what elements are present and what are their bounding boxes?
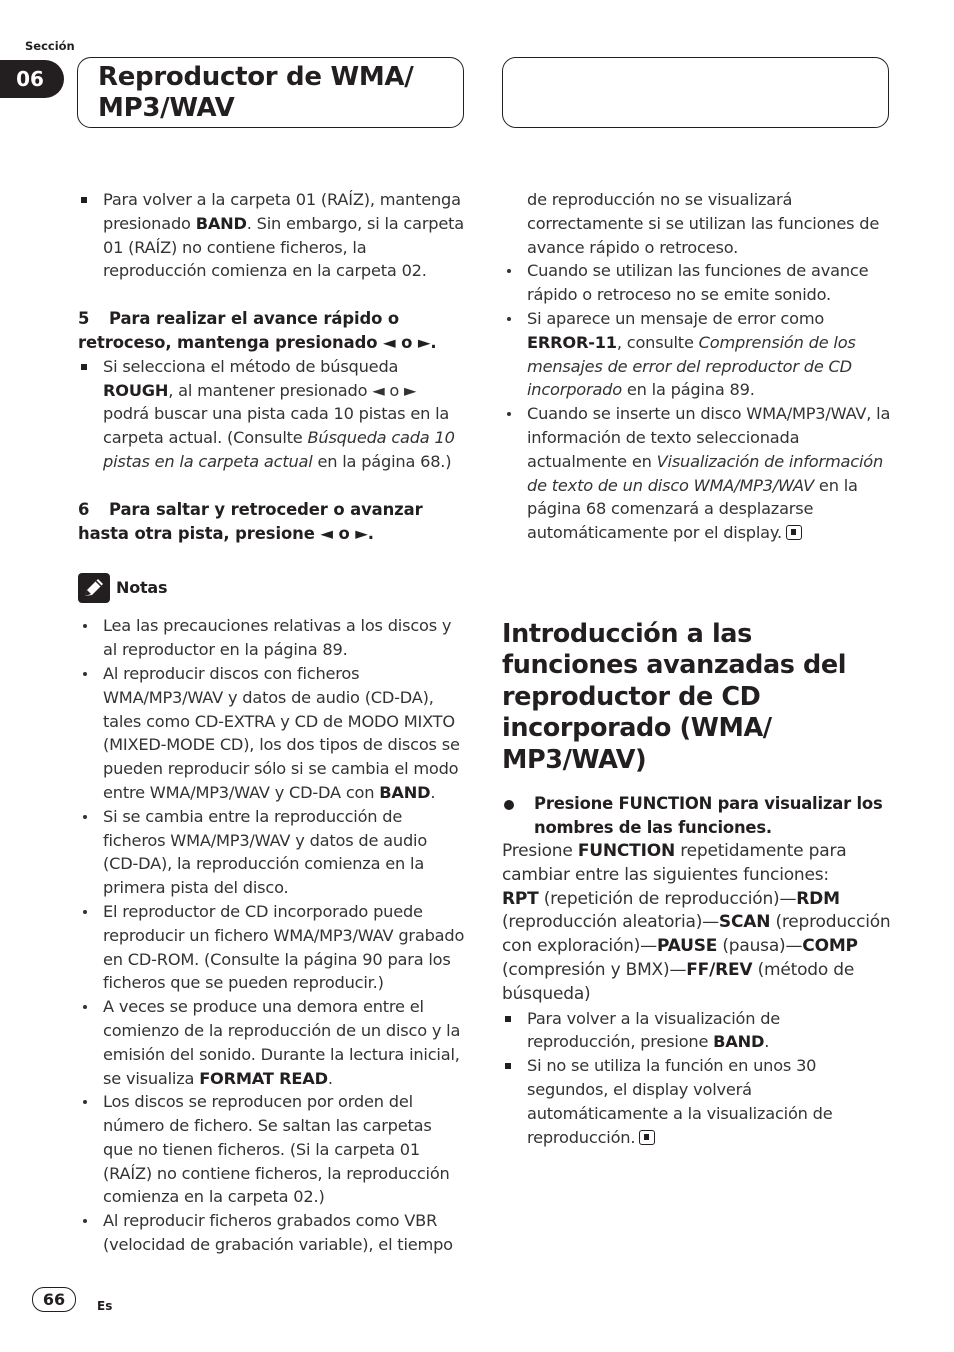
- section-heading: Introducción a las funciones avanzadas del reproductor de CD incorporado (WMA/ MP3/WAV): [502, 618, 847, 775]
- notes-header: [78, 570, 466, 606]
- rough-keyword: ROUGH: [103, 380, 169, 400]
- chapter-title-line-1: Reproductor de WMA/: [98, 62, 414, 92]
- step-number: 6: [78, 499, 90, 519]
- ffrev-keyword: FF/REV: [686, 960, 753, 981]
- note-item: Al reproducir ficheros grabados como VBR (velocidad de grabación variable), el tiempo: [78, 1209, 466, 1257]
- text: , consulte: [616, 332, 699, 352]
- page-number: 66: [32, 1287, 76, 1312]
- text: (compresión y BMX)—: [502, 960, 687, 981]
- note-item: [502, 307, 892, 402]
- empty-header-box: [502, 57, 889, 128]
- text: Para volver a la visualización de reproducción, presione: [527, 1008, 781, 1052]
- bullet-step: Presione FUNCTION para visualizar los nombres de las funciones.: [502, 792, 892, 840]
- error-keyword: ERROR-11: [527, 332, 617, 352]
- text: Presione: [502, 841, 578, 862]
- note-return-root-folder: [78, 188, 466, 283]
- text: repetidamente para cambiar entre las siguientes funciones:: [502, 841, 847, 885]
- step-5: [78, 307, 466, 355]
- text: en la página 68.): [312, 451, 452, 471]
- section-label: Sección: [25, 39, 75, 53]
- rdm-keyword: RDM: [796, 888, 840, 909]
- text: (reproducción aleatoria)—: [502, 912, 719, 933]
- language-code: Es: [97, 1299, 113, 1313]
- band-keyword: BAND: [195, 213, 247, 233]
- text: (pausa)—: [717, 936, 803, 957]
- text: Si aparece un mensaje de error como: [527, 308, 825, 328]
- step-5-note: [78, 355, 466, 474]
- text: , al mantener presionado ◄ o ► podrá buscar una pista cada 10 pistas en la carpeta actual. (Consulte: [103, 380, 450, 448]
- text: .: [327, 1068, 333, 1088]
- chapter-title-line-2: MP3/WAV: [98, 93, 235, 123]
- chapter-title-box: [77, 57, 464, 128]
- note-item: Cuando se utilizan las funciones de avance rápido o retroceso no se emite sonido.: [502, 259, 892, 307]
- left-column: [78, 188, 466, 1257]
- end-of-section-icon: [786, 525, 802, 540]
- note-item: Los discos se reproducen por orden del número de fichero. Se saltan las carpetas que no tienen ficheros. (Si la carpeta 01 (RAÍZ) no contiene ficheros, la reproducción comienza en la carpeta 02.): [78, 1090, 466, 1209]
- right-column: [502, 188, 892, 1149]
- text: (método de búsqueda): [502, 960, 855, 1004]
- step-text: Para saltar y retroceder o avanzar hasta otra pista, presione ◄ o ►.: [78, 499, 423, 543]
- note-item: [78, 662, 466, 805]
- note-item: Lea las precauciones relativas a los discos y al reproductor en la página 89.: [78, 614, 466, 662]
- text: (repetición de reproducción)—: [538, 888, 797, 909]
- cross-reference: Comprensión de los mensajes de error del reproductor de CD incorporado: [527, 332, 856, 400]
- text: Si no se utiliza la función en unos 30 segundos, el display volverá automáticamente a la visualización de reproducción.: [527, 1056, 833, 1147]
- format-read-keyword: FORMAT READ: [199, 1068, 328, 1088]
- cross-reference: Búsqueda cada 10 pistas en la carpeta actual: [103, 428, 455, 471]
- band-keyword: BAND: [379, 782, 431, 802]
- note-item: [78, 995, 466, 1090]
- pencil-notes-icon: [78, 573, 110, 603]
- section-number-tab: 06: [0, 60, 64, 98]
- comp-keyword: COMP: [802, 936, 858, 957]
- function-keyword: FUNCTION: [577, 841, 675, 862]
- rpt-keyword: RPT: [502, 888, 539, 909]
- text: (reproducción con exploración)—: [502, 912, 891, 957]
- note-item: El reproductor de CD incorporado puede reproducir un fichero WMA/MP3/WAV grabado en CD-ROM. (Consulte la página 90 para los ficheros que se pueden reproducir.): [78, 900, 466, 995]
- function-description: [502, 840, 892, 1007]
- text: Al reproducir discos con ficheros WMA/MP3/WAV y datos de audio (CD-DA), tales como CD-EXTRA y CD de MODO MIXTO (MIXED-MODE CD), los dos tipos de discos se pueden reproducir sólo si se cambia el modo entre WMA/MP3/WAV y CD-DA con: [103, 663, 460, 802]
- text: Para volver a la carpeta 01 (RAÍZ), mantenga presionado: [103, 190, 461, 233]
- note-item: [502, 402, 892, 545]
- step-6: [78, 498, 466, 546]
- text: Cuando se inserte un disco WMA/MP3/WAV, la información de texto seleccionada actualmente en: [527, 404, 891, 471]
- notes-title: Notas: [116, 578, 168, 598]
- text: . Sin embargo, si la carpeta 01 (RAÍZ) no contiene ficheros, la reproducción comienza en la carpeta 02.: [103, 213, 464, 281]
- scan-keyword: SCAN: [718, 912, 771, 933]
- note-return-display: [502, 1007, 892, 1055]
- end-of-section-icon: [639, 1130, 655, 1145]
- note-timeout: [502, 1054, 892, 1149]
- cross-reference: Visualización de información de texto de un disco WMA/MP3/WAV: [527, 451, 884, 495]
- text: en la página 89.: [621, 380, 755, 400]
- step-text: Para realizar el avance rápido o retroceso, mantenga presionado ◄ o ►.: [78, 309, 437, 352]
- text: .: [764, 1032, 770, 1052]
- note-item: Si se cambia entre la reproducción de ficheros WMA/MP3/WAV y datos de audio (CD-DA), la reproducción comienza en la primera pista del disco.: [78, 805, 466, 900]
- text: A veces se produce una demora entre el comienzo de la reproducción de un disco y la emisión del sonido. Durante la lectura inicial, se visualiza: [103, 997, 461, 1088]
- text: .: [430, 782, 436, 802]
- text: en la página 68 comenzará a desplazarse automáticamente por el display.: [527, 475, 858, 543]
- text: Si selecciona el método de búsqueda: [103, 356, 399, 376]
- pause-keyword: PAUSE: [656, 936, 718, 957]
- step-number: 5: [78, 309, 90, 329]
- note-continuation: de reproducción no se visualizará correctamente si se utilizan las funciones de avance rápido o retroceso.: [527, 190, 880, 257]
- band-keyword: BAND: [713, 1032, 765, 1052]
